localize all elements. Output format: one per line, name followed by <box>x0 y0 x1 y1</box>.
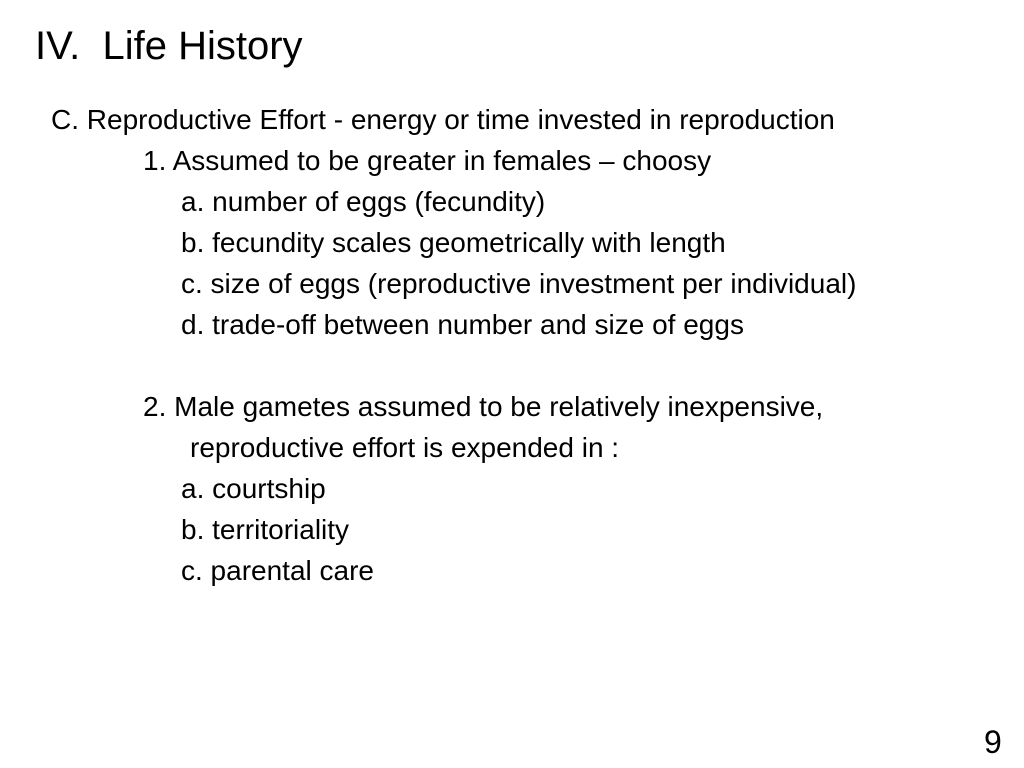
section-heading: C. Reproductive Effort - energy or time invested in reproduction <box>51 104 835 135</box>
point-2-item-a: a. courtship <box>181 473 326 504</box>
point-1-heading: 1. Assumed to be greater in females – choosy <box>143 145 712 176</box>
point-1-item-a: a. number of eggs (fecundity) <box>181 186 546 217</box>
point-2-heading-line-1: 2. Male gametes assumed to be relatively inexpensive, <box>143 391 824 422</box>
point-2-item-c: c. parental care <box>181 555 374 586</box>
slide-title: IV. Life History <box>35 24 303 68</box>
point-1-item-c: c. size of eggs (reproductive investment per individual) <box>181 268 857 299</box>
page-number: 9 <box>984 724 1002 760</box>
point-1-item-d: d. trade-off between number and size of eggs <box>181 309 744 340</box>
point-2-heading-line-2: reproductive effort is expended in : <box>190 432 620 463</box>
point-1-item-b: b. fecundity scales geometrically with length <box>181 227 726 258</box>
point-2-item-b: b. territoriality <box>181 514 350 545</box>
